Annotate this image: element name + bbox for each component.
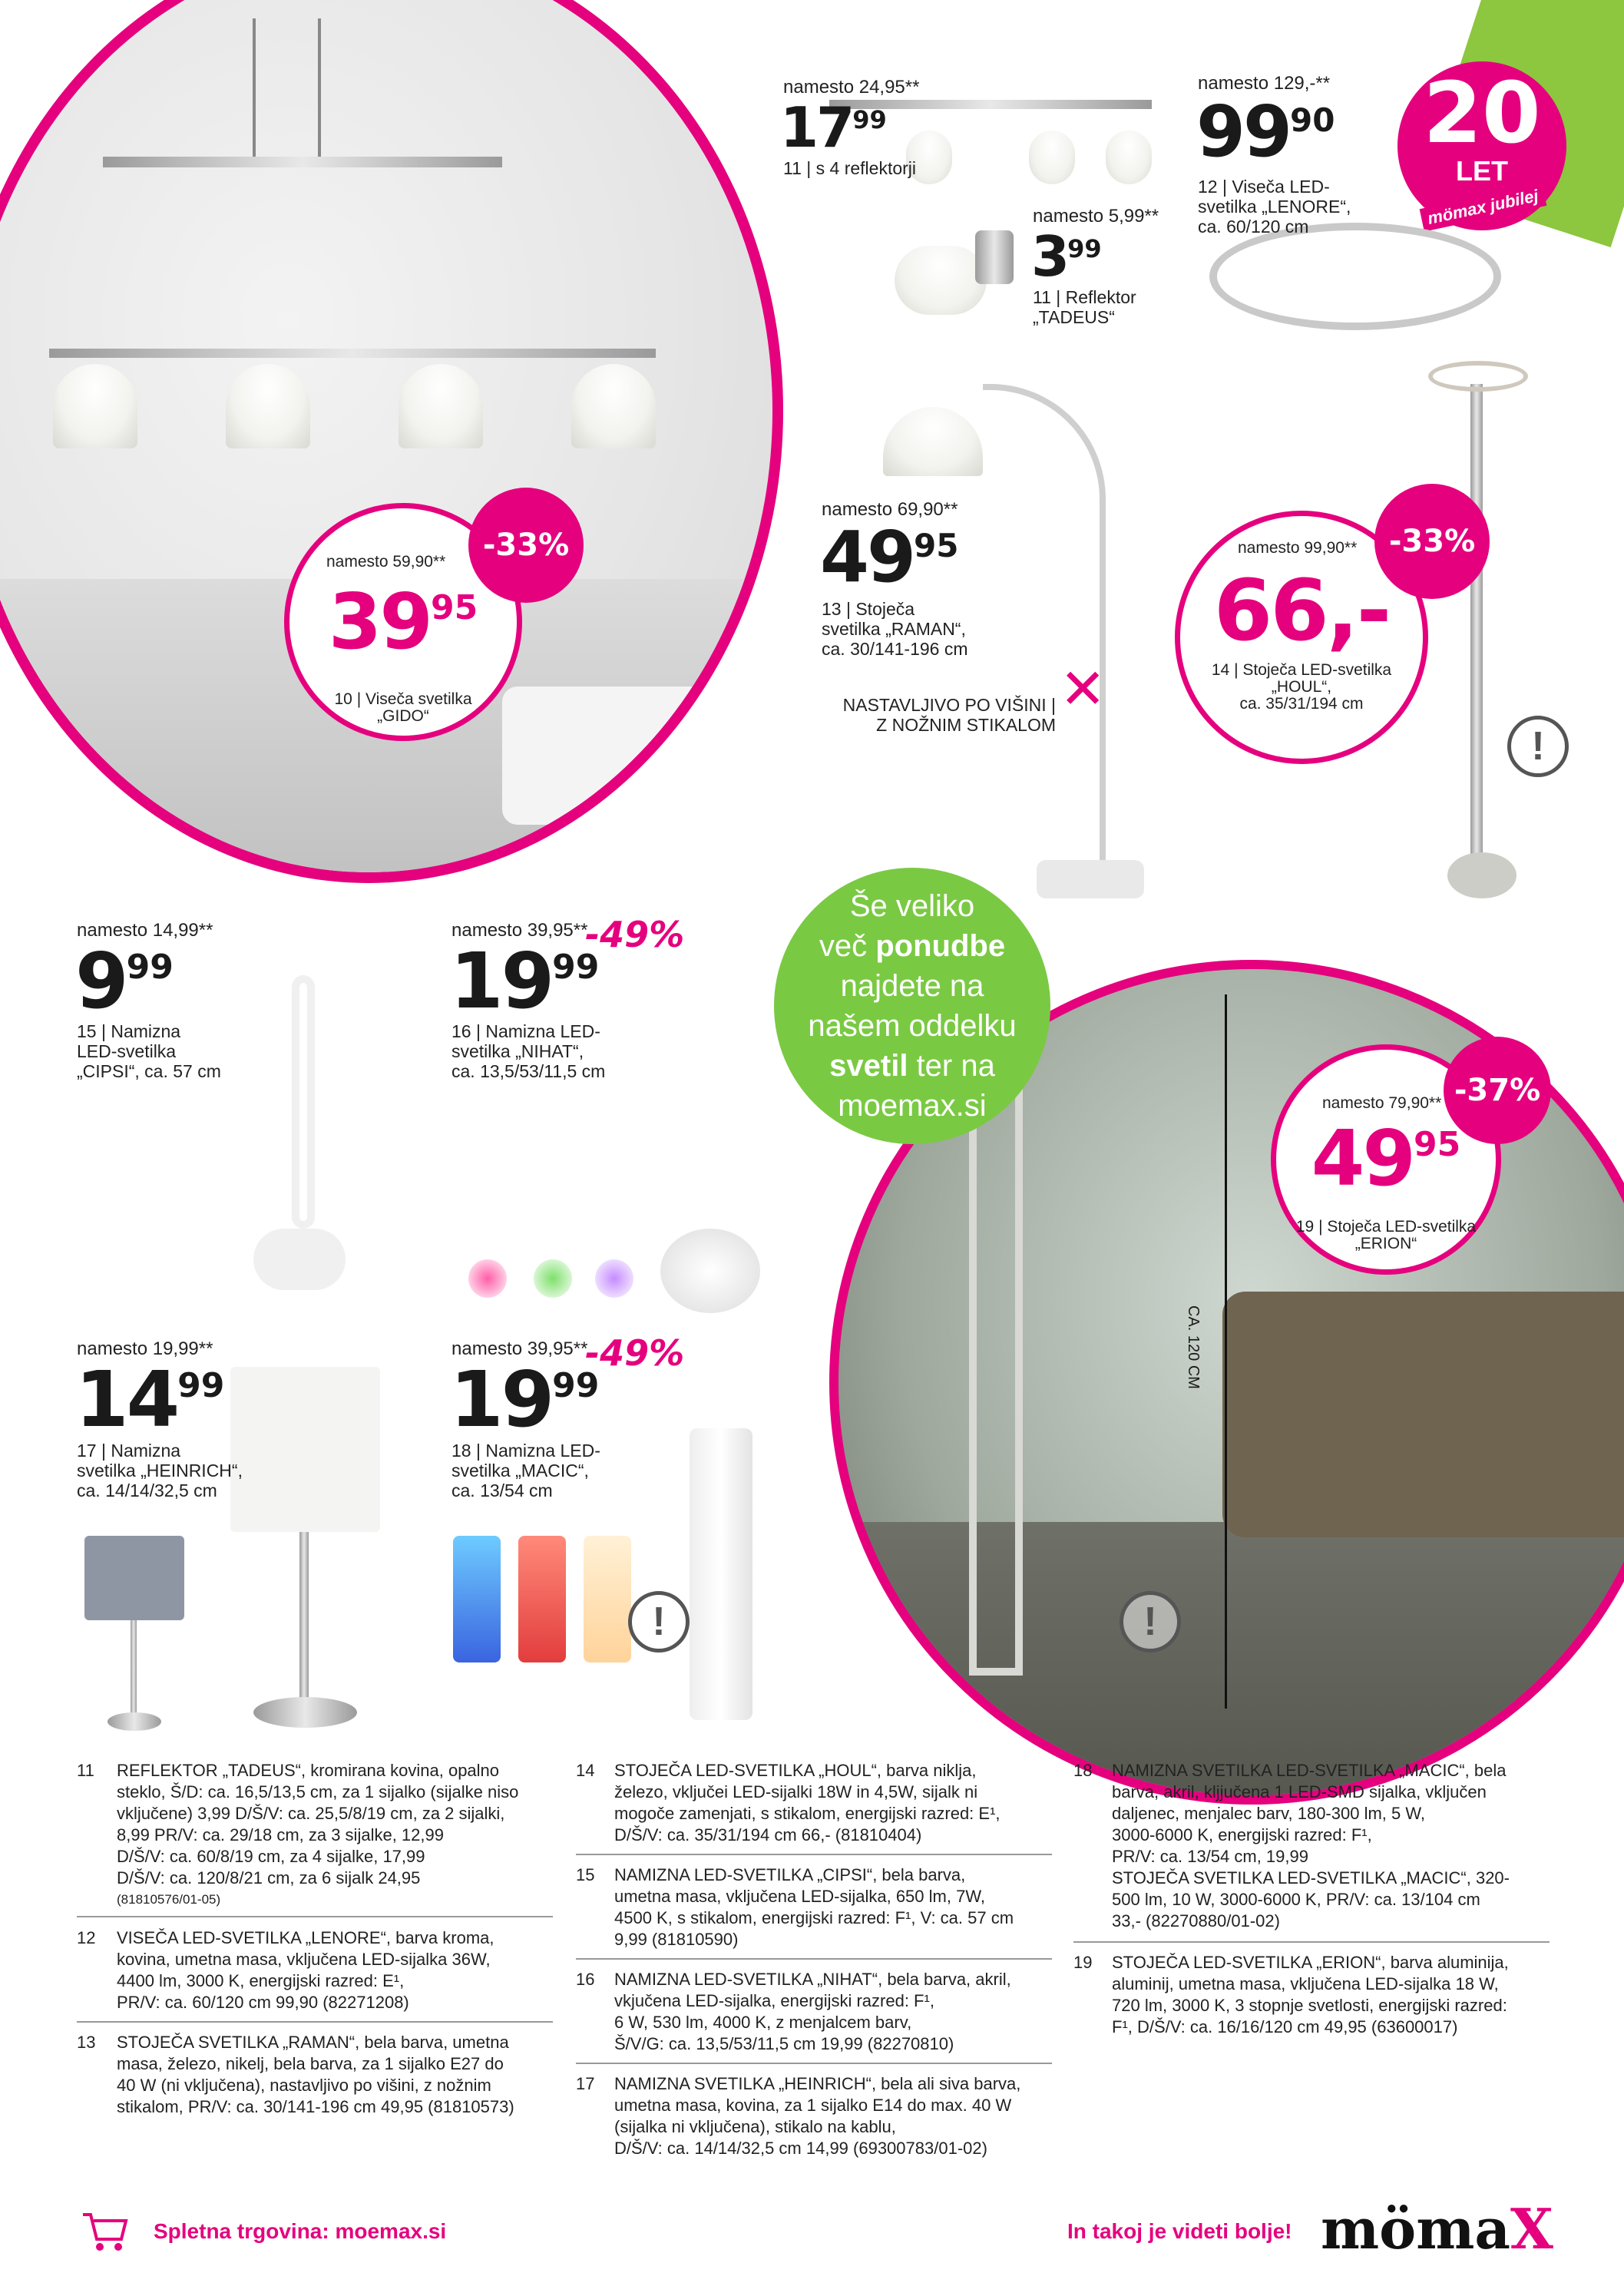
tadeus-single-spot-image xyxy=(895,246,987,315)
details-column-3 xyxy=(1073,1760,1565,2159)
p11b-price: $3^{99}$ xyxy=(1031,224,1102,289)
spot-3 xyxy=(1106,131,1152,184)
p11-desc: 11 | s 4 reflektorji xyxy=(783,158,917,178)
warning-icon: ! xyxy=(1507,716,1569,777)
p16-discount: -49% xyxy=(585,914,685,955)
divider-5 xyxy=(576,2063,1052,2064)
p10-discount-badge: -33% xyxy=(468,488,584,603)
p17-desc-2: svetilka „HEINRICH“, xyxy=(77,1461,243,1480)
nihat-lamp-3 xyxy=(595,1259,633,1298)
sofa xyxy=(1222,1292,1624,1537)
anniversary-badge xyxy=(1397,61,1566,230)
p12-desc-2: svetilka „LENORE“, xyxy=(1198,197,1351,217)
p19-dimension-label: CA. 120 CM xyxy=(1185,1305,1202,1389)
p19-desc: 19 | Stoječa LED-svetilka „ERION“ xyxy=(1295,1218,1477,1252)
p15-price: $9^{99}$ xyxy=(75,936,174,1026)
d19-text: STOJEČA LED-SVETILKA „ERION“, barva aluminija, aluminij, umetna masa, vključena LED-sijalka 18 W, 720 lm, 3000 K, 3 stopnje svetlosti, energijski razred: F¹, D/Š/V: ca. 16/16/120 cm 49,95 (63600017) xyxy=(1112,1953,1509,2036)
d19-number: 19 xyxy=(1073,1953,1093,1972)
houl-base xyxy=(1447,852,1517,898)
p13-price: $49^{95}$ xyxy=(820,516,959,598)
p18-discount: -49% xyxy=(585,1332,685,1374)
p11-price: $17^{99}$ xyxy=(780,95,887,160)
p13-desc-2: svetilka „RAMAN“, xyxy=(822,619,966,639)
promo-line-5: svetil ter na xyxy=(829,1049,995,1083)
dining-room-photo xyxy=(0,0,783,883)
macic-red xyxy=(518,1536,566,1662)
spot-2 xyxy=(1029,131,1075,184)
macic-blue xyxy=(453,1536,501,1662)
d18-text: NAMIZNA SVETILKA LED-SVETILKA „MACIC“, bela barva, akril, kljjučena 1 LED-SMD sijalka, vključen daljenec, menjalec barv, 180-300 lm, 5 W, 3000-6000 K, energijski razred: F¹, PR/V: ca. 13/54 cm, 19,99 STOJEČA SVETILKA LED-SVETILKA „MACIC“, 320- 500 lm, 10 W, 3000-6000 K, PR/V: ca. 13/104 cm 33,- (82270880/01-02) xyxy=(1112,1761,1510,1930)
lenore-pendant-image xyxy=(1209,223,1501,330)
p16-old-price: namesto 39,95** xyxy=(451,920,588,941)
p11b-desc-1: 11 | Reflektor xyxy=(1033,287,1136,307)
d14-number: 14 xyxy=(576,1761,595,1780)
d12-text: VISEČA LED-SVETILKA „LENORE“, barva kroma, kovina, umetna masa, vključena LED-sijalka 36W, 4400 lm, 3000 K, energijski razred: E¹, PR/V: ca. 60/120 cm 99,90 (82271208) xyxy=(117,1928,494,2012)
p15-desc-3: „CIPSI“, ca. 57 cm xyxy=(77,1061,221,1081)
p17-desc-3: ca. 14/14/32,5 cm xyxy=(77,1480,217,1500)
d15-number: 15 xyxy=(576,1865,595,1884)
p18-desc-3: ca. 13/54 cm xyxy=(451,1480,553,1500)
d13-text: STOJEČA SVETILKA „RAMAN“, bela barva, umetna masa, železo, nikelj, bela barva, za 1 sijalko E27 do 40 W (ni vključena), nastavljivo po višini, z nožnim stikalom, PR/V: ca. 30/141-196 cm 49,95 (81810573) xyxy=(117,2033,514,2116)
p14-price: 66,- xyxy=(1213,561,1390,660)
footer-slogan: In takoj je videti bolje! xyxy=(1067,2219,1292,2243)
p18-old-price: namesto 39,95** xyxy=(451,1338,588,1359)
d17-number: 17 xyxy=(576,2074,595,2093)
warning-icon-2: ! xyxy=(628,1591,690,1653)
p13-desc-3: ca. 30/141-196 cm xyxy=(822,639,968,659)
p13-note-1: NASTAVLJIVO PO VIŠINI | xyxy=(842,695,1056,715)
tadeus-mount xyxy=(975,230,1014,284)
p10-desc: 10 | Viseča svetilka „GIDO“ xyxy=(334,690,472,725)
heinrich-white-shade xyxy=(230,1367,380,1532)
divider-6 xyxy=(1073,1941,1550,1943)
d13-number: 13 xyxy=(77,2033,96,2052)
promo-line-3: najdete na xyxy=(840,969,984,1003)
warning-icon-3: ! xyxy=(1120,1591,1181,1653)
houl-pole xyxy=(1470,384,1483,868)
d16-number: 16 xyxy=(576,1970,595,1989)
p14-old-price: namesto 99,90** xyxy=(1238,539,1358,557)
pendant-shade-1 xyxy=(53,364,137,448)
p10-price: $39^{95}$ xyxy=(328,577,478,667)
p16-desc-2: svetilka „NIHAT“, xyxy=(451,1041,584,1061)
p19-price: $49^{95}$ xyxy=(1311,1113,1461,1203)
p13-note-2: Z NOŽNIM STIKALOM xyxy=(876,715,1056,735)
promo-line-1: Še veliko xyxy=(849,889,975,923)
p17-price: $14^{99}$ xyxy=(75,1355,225,1444)
p10-old-price: namesto 59,90** xyxy=(326,553,446,571)
pendant-bar-top xyxy=(103,157,502,167)
d11-number: 11 xyxy=(77,1761,94,1780)
p11-old-price: namesto 24,95** xyxy=(783,77,920,98)
p18-price: $19^{99}$ xyxy=(450,1355,600,1444)
p15-desc-1: 15 | Namizna xyxy=(77,1021,181,1041)
divider-4 xyxy=(576,1958,1052,1960)
p11b-desc-2: „TADEUS“ xyxy=(1033,307,1115,327)
momax-logo: mömaX xyxy=(1321,2196,1553,2261)
anniversary-tag: mömax jubilej xyxy=(1420,183,1546,231)
p11b-old-price: namesto 5,99** xyxy=(1033,206,1159,227)
divider-2 xyxy=(77,2021,553,2023)
shopping-cart-icon[interactable] xyxy=(77,2204,131,2258)
anniversary-label: LET xyxy=(1456,155,1508,187)
anniversary-number: 20 xyxy=(1423,64,1541,162)
macic-warm xyxy=(584,1536,631,1662)
heinrich-grey-base xyxy=(107,1712,161,1731)
cipsi-clamp xyxy=(253,1229,346,1290)
d11-text: REFLEKTOR „TADEUS“, kromirana kovina, opalno steklo, Š/D: ca. 16,5/13,5 cm, za 1 sijalko (sijalke niso vključene) 3,99 D/Š/V: ca. 25,5/8/19 cm, za 2 sijalki, 8,99 PR/V: ca. 29/18 cm, za 3 sijalke, 12,99 D/Š/V: ca. 60/8/19 cm, za 4 sijalke, 17,99 D/Š/V: ca. 120/8/21 cm, za 6 sijalk 24,95 (81810576/01-05) xyxy=(117,1761,519,1907)
height-adjust-cross-icon: ✕ xyxy=(1060,659,1106,720)
heinrich-stem xyxy=(299,1532,309,1701)
heinrich-grey-stem xyxy=(131,1620,137,1720)
p19-old-price: namesto 79,90** xyxy=(1322,1094,1442,1112)
p17-old-price: namesto 19,99** xyxy=(77,1338,213,1359)
houl-top-lamp xyxy=(1428,361,1528,392)
pendant-shade-4 xyxy=(571,364,656,448)
p13-old-price: namesto 69,90** xyxy=(822,499,958,520)
heinrich-base xyxy=(253,1697,357,1728)
p18-desc-2: svetilka „MACIC“, xyxy=(451,1461,589,1480)
d14-text: STOJEČA LED-SVETILKA „HOUL“, barva niklja, železo, vključei LED-sijalki 18W in 4,5W, sijalk ni mogoče zamenjati, s stikalom, energijski razred: E¹, D/Š/V: ca. 35/31/194 cm 66,- (81810404) xyxy=(614,1761,1001,1844)
p14-desc: 14 | Stoječa LED-svetilka „HOUL“, ca. 35/31/194 cm xyxy=(1211,661,1392,713)
pendant-shade-2 xyxy=(226,364,310,448)
p17-desc-1: 17 | Namizna xyxy=(77,1441,181,1461)
p12-old-price: namesto 129,-** xyxy=(1198,73,1331,94)
pendant-shade-3 xyxy=(399,364,483,448)
nihat-lamp-1 xyxy=(468,1259,507,1298)
cipsi-arm xyxy=(292,975,315,1229)
d18-number: 18 xyxy=(1073,1761,1093,1780)
chair xyxy=(502,686,733,825)
nihat-lamp-main xyxy=(660,1229,760,1313)
p15-desc-2: LED-svetilka xyxy=(77,1041,177,1061)
divider-3 xyxy=(576,1854,1052,1855)
promo-line-2: več ponudbe xyxy=(819,929,1006,963)
promo-circle xyxy=(774,868,1050,1144)
p15-old-price: namesto 14,99** xyxy=(77,920,213,941)
divider-1 xyxy=(77,1916,553,1917)
pendant-cable-2 xyxy=(318,18,321,157)
p16-desc-3: ca. 13,5/53/11,5 cm xyxy=(451,1061,606,1081)
promo-line-4: našem oddelku xyxy=(808,1009,1017,1043)
pendant-bar xyxy=(49,349,656,358)
d12-number: 12 xyxy=(77,1928,96,1947)
pendant-cable xyxy=(253,18,256,157)
p16-desc-1: 16 | Namizna LED- xyxy=(451,1021,600,1041)
raman-arc xyxy=(983,384,1106,875)
p13-desc-1: 13 | Stoječa xyxy=(822,599,915,619)
macic-floor-lamp xyxy=(690,1428,752,1720)
p12-price: $99^{90}$ xyxy=(1196,91,1335,173)
promo-line-6: moemax.si xyxy=(838,1089,987,1123)
online-shop-link[interactable]: Spletna trgovina: moemax.si xyxy=(154,2219,447,2243)
details-column-2 xyxy=(576,1760,1052,2159)
details-column-1 xyxy=(77,1760,553,2159)
heinrich-grey-shade xyxy=(84,1536,184,1620)
p16-price: $19^{99}$ xyxy=(450,936,600,1026)
raman-shade xyxy=(883,407,983,476)
height-dimension-line xyxy=(1225,994,1227,1709)
d15-text: NAMIZNA LED-SVETILKA „CIPSI“, bela barva, umetna masa, vključena LED-sijalka, 650 lm, 7W, 4500 K, s stikalom, energijski razred: F¹, V: ca. 57 cm 9,99 (81810590) xyxy=(614,1865,1014,1949)
p12-desc-3: ca. 60/120 cm xyxy=(1198,217,1309,237)
nihat-lamp-2 xyxy=(534,1259,572,1298)
d17-text: NAMIZNA SVETILKA „HEINRICH“, bela ali siva barva, umetna masa, kovina, za 1 sijalko E14 do max. 40 W (sijalka ni vključena), stikalo na kablu, D/Š/V: ca. 14/14/32,5 cm 14,99 (69300783/01-02) xyxy=(614,2074,1021,2158)
p18-desc-1: 18 | Namizna LED- xyxy=(451,1441,600,1461)
p12-desc-1: 12 | Viseča LED- xyxy=(1198,177,1330,197)
p14-discount-badge: -33% xyxy=(1374,484,1490,599)
d16-text: NAMIZNA LED-SVETILKA „NIHAT“, bela barva, akril, vkjučena LED-sijalka, energijski razred: F¹, 6 W, 530 lm, 4000 K, z menjalcem barv, Š/V/G: ca. 13,5/53/11,5 cm 19,99 (82270810) xyxy=(614,1970,1011,2053)
p19-discount-badge: -37% xyxy=(1444,1037,1551,1144)
raman-base xyxy=(1037,860,1144,898)
